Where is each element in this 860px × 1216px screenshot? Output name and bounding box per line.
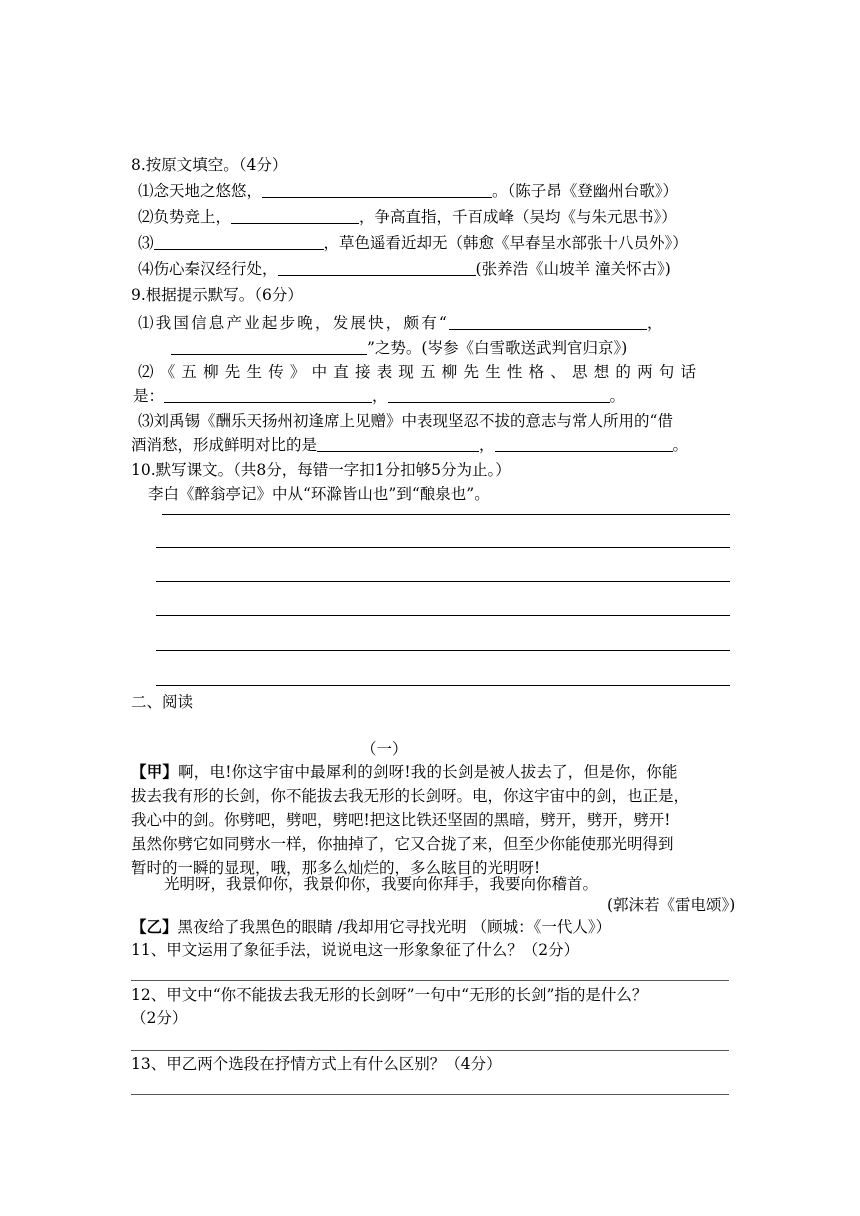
q8-line-4 (138, 259, 671, 279)
writing-line[interactable] (156, 581, 730, 582)
answer-line[interactable] (131, 980, 729, 981)
answer-blank[interactable] (154, 233, 324, 250)
section-2-title: 二、阅读 (131, 693, 194, 711)
q9-line-3: ⑵《五柳先生传》中直接表现五柳先生性格、思想的两句话 (138, 363, 703, 381)
q8-l2-pre: ⑵负势竞上， (138, 208, 232, 226)
passage-jia-paragraph-2: 光明呀，我景仰你，我景仰你，我要向你拜手，我要向你稽首。 (164, 875, 599, 893)
answer-blank[interactable] (171, 338, 367, 355)
answer-blank[interactable] (388, 386, 610, 403)
q9-l4-post: 。 (609, 387, 626, 405)
q10-title: 10.默写课文。（共8分，每错一字扣1分扣够5分为止。） (131, 461, 511, 479)
writing-line[interactable] (162, 514, 730, 515)
writing-line[interactable] (156, 650, 730, 651)
q11-text: 11、甲文运用了象征手法，说说电这一形象象征了什么？（2分） (131, 941, 580, 959)
q8-l3-post: ，草色遥看近却无（韩愈《早春呈水部张十八员外》） (323, 234, 688, 252)
passage-jia-line-2: 拔去我有形的长剑，你不能拔去我无形的长剑呀。电，你这宇宙中的剑，也正是， (131, 787, 690, 805)
passage-jia-line-3: 我心中的剑。你劈吧，劈吧，劈吧!把这比铁还坚固的黑暗，劈开，劈开，劈开! (131, 811, 671, 829)
q9-line-1 (138, 313, 665, 333)
q8-l3-pre: ⑶ (138, 234, 154, 252)
answer-line[interactable] (131, 1094, 729, 1095)
passage-yi-line (131, 917, 611, 937)
answer-blank[interactable] (317, 435, 479, 452)
writing-line[interactable] (156, 615, 730, 616)
writing-line[interactable] (156, 685, 730, 686)
writing-line[interactable] (156, 547, 730, 548)
answer-blank[interactable] (495, 435, 673, 452)
q8-l1-post: 。（陈子昂《登幽州台歌》） (492, 182, 679, 200)
q8-line-1 (138, 181, 678, 201)
jia-tag: 【甲】 (131, 762, 179, 781)
q9-line-2 (171, 338, 627, 358)
yi-tag: 【乙】 (131, 917, 178, 936)
yi-text: 黑夜给了我黑色的眼睛 /我却用它寻找光明 （顾城：《一代人》） (177, 918, 612, 936)
q8-l1-pre: ⑴念天地之悠悠， (138, 182, 263, 200)
q9-line-4 (133, 386, 625, 406)
q9-title: 9.根据提示默写。（6分） (131, 286, 303, 304)
answer-blank[interactable] (449, 313, 647, 330)
q9-line-6 (131, 435, 688, 455)
passage-jia-line-4: 虽然你劈它如同劈水一样，你抽掉了，它又合拢了来，但至少你能使那光明得到 (131, 835, 674, 853)
q12-line-1: 12、甲文中“你不能拔去我无形的长剑呀”一句中“无形的长剑”指的是什么？ (131, 986, 648, 1004)
answer-blank[interactable] (262, 181, 492, 198)
q8-l4-pre: ⑷伤心秦汉经行处， (138, 260, 278, 278)
answer-line[interactable] (131, 1050, 729, 1051)
q9-l4-pre: 是： (133, 387, 165, 405)
q9-l6-mid: ， (479, 436, 495, 454)
q8-l4-post: (张养浩《山坡羊 潼关怀古》) (475, 260, 671, 278)
q9-line-5: ⑶刘禹锡《酬乐天扬州初逢席上见赠》中表现坚忍不拔的意志与常人所用的“借 (138, 412, 673, 430)
jia-text-1: 啊，电!你这宇宙中最犀利的剑呀!我的长剑是被人拔去了，但是你，你能 (178, 763, 678, 781)
q9-l2-post: ”之势。(岑参《白雪歌送武判官归京》) (367, 339, 628, 357)
answer-blank[interactable] (164, 386, 372, 403)
q10-prompt: 李白《醉翁亭记》中从“环滁皆山也”到“酿泉也”。 (148, 485, 490, 503)
q9-l1-pre: ⑴我国信息产业起步晚，发展快，颇有“ (138, 314, 450, 332)
q8-line-3 (138, 233, 688, 253)
q8-line-2 (138, 207, 677, 227)
q8-title: 8.按原文填空。（4分） (131, 156, 288, 174)
q12-line-2: （2分） (131, 1009, 188, 1027)
q9-l1-post: ， (647, 314, 665, 332)
answer-blank[interactable] (231, 207, 359, 224)
q9-l6-post: 。 (672, 436, 689, 454)
answer-blank[interactable] (278, 259, 476, 276)
q13-text: 13、甲乙两个选段在抒情方式上有什么区别？（4分） (131, 1055, 502, 1073)
passage-number: （一） (361, 740, 408, 758)
q9-l4-mid: ， (372, 387, 388, 405)
passage-jia-line-1 (131, 762, 678, 782)
q8-l2-post: ，争高直指，千百成峰（吴均《与朱元思书》） (359, 208, 677, 226)
passage-jia-line-5: 暂时的一瞬的显现，哦，那多么灿烂的，多么眩目的光明呀! (131, 859, 541, 877)
passage-jia-source: (郭沫若《雷电颂》) (607, 896, 736, 914)
q9-l6-pre: 酒消愁，形成鲜明对比的是 (131, 436, 318, 454)
